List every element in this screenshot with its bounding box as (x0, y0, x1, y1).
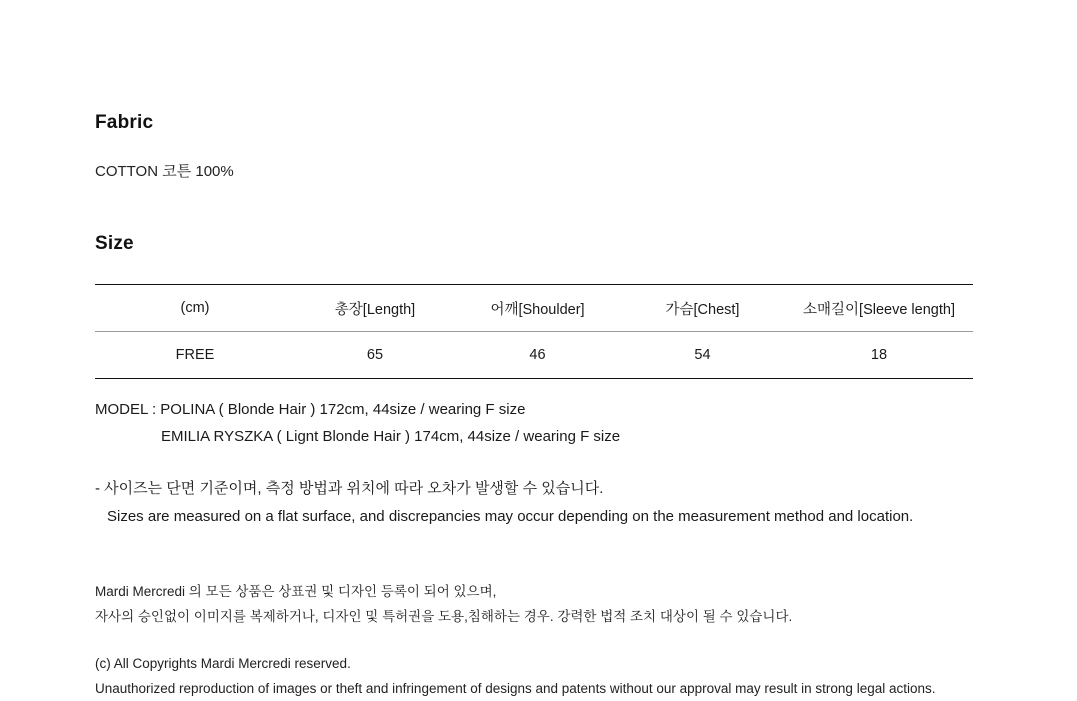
fabric-value: COTTON 코튼 100% (95, 163, 234, 180)
size-note-english: Sizes are measured on a flat surface, and discrepancies may occur depending on the measurement method and location. (107, 508, 914, 525)
legal-notice-korean (95, 579, 980, 629)
table-header-row (95, 285, 973, 332)
legal-en-line-2: Unauthorized reproduction of images or theft and infringement of designs and patents without our approval may result in strong legal actions. (95, 681, 936, 696)
detail-content (95, 112, 980, 701)
cell-size-name: FREE (175, 347, 215, 363)
model-line-polina: MODEL : POLINA ( Blonde Hair ) 172cm, 44size / wearing F size (95, 401, 526, 418)
cell-length: 65 (366, 347, 384, 363)
cell-sleeve-length: 18 (870, 347, 888, 363)
cell-shoulder: 46 (529, 347, 546, 363)
column-header-length: 총장[Length] (334, 301, 416, 318)
size-table-head (95, 285, 973, 332)
size-notes (95, 475, 980, 531)
column-header-shoulder: 어깨[Shoulder] (490, 301, 585, 318)
size-note-korean: - 사이즈는 단면 기준이며, 측정 방법과 위치에 따라 오차가 발생할 수 있습니다. (95, 480, 604, 497)
column-header-sleeve-length: 소매길이[Sleeve length] (803, 301, 955, 318)
legal-notice-english (95, 651, 980, 701)
column-header-chest: 가슴[Chest] (665, 301, 740, 318)
legal-en-line-1: (c) All Copyrights Mardi Mercredi reserved. (95, 656, 351, 671)
size-section (95, 181, 980, 531)
size-table (95, 284, 973, 379)
fabric-section (95, 112, 980, 181)
model-line-emilia: EMILIA RYSZKA ( Lignt Blonde Hair ) 174cm, 44size / wearing F size (161, 428, 621, 445)
model-info (95, 396, 980, 450)
column-header-unit: (cm) (180, 300, 210, 316)
cell-chest: 54 (694, 347, 711, 363)
table-row (95, 332, 973, 379)
fabric-heading: Fabric (95, 112, 154, 133)
legal-kr-line-1: Mardi Mercredi 의 모든 상품은 상표권 및 디자인 등록이 되어 있으며, (95, 584, 497, 599)
size-heading: Size (95, 233, 134, 254)
legal-kr-line-2: 자사의 승인없이 이미지를 복제하거나, 디자인 및 특허권을 도용,침해하는 경우. 강력한 법적 조치 대상이 될 수 있습니다. (95, 609, 793, 624)
size-table-body (95, 332, 973, 379)
